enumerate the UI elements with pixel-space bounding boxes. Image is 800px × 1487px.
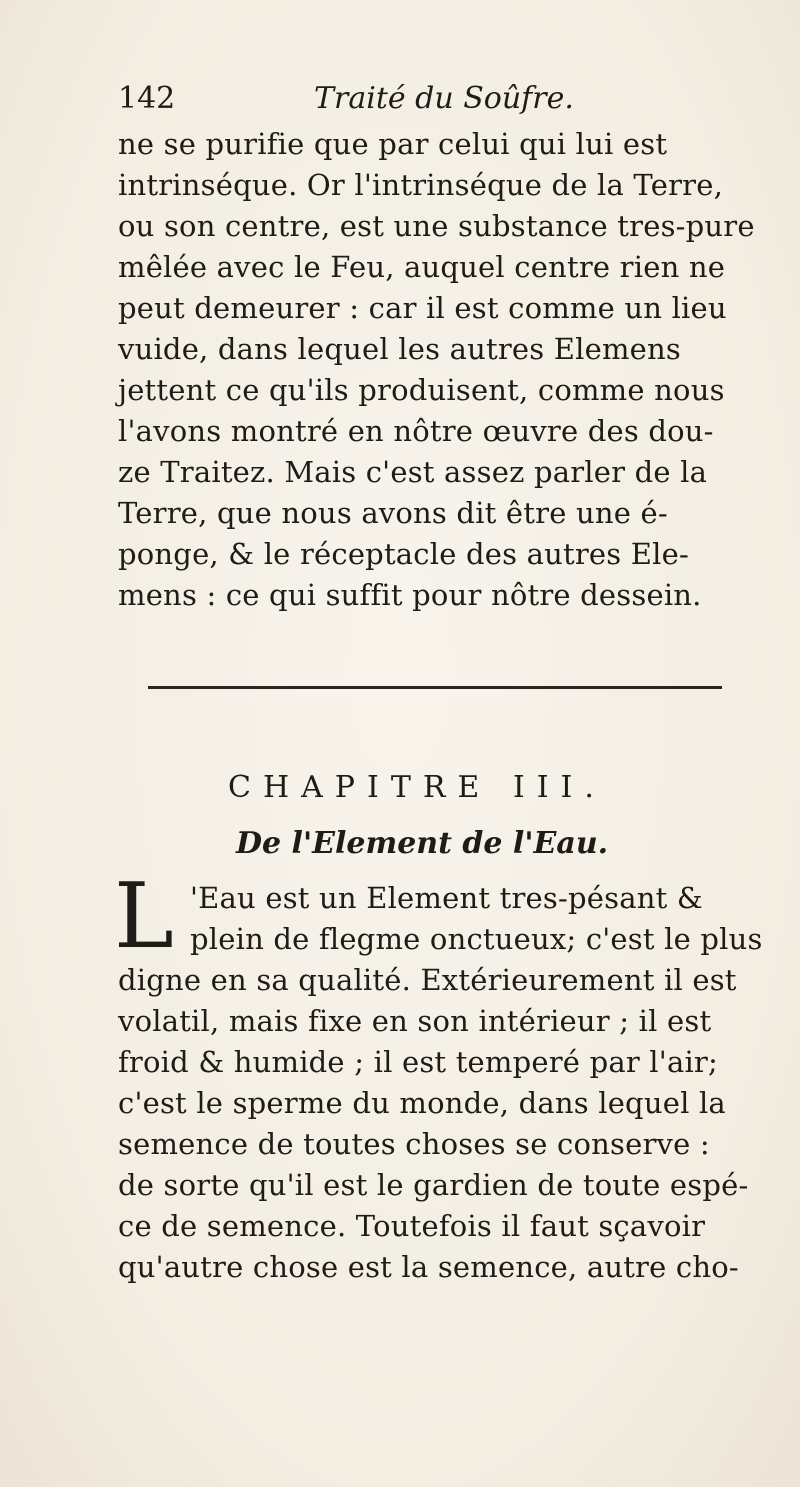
text-line: jettent ce qu'ils produisent, comme nous — [118, 373, 725, 407]
text-line: ne se purifie que par celui qui lui est — [118, 127, 668, 161]
text-line: ze Traitez. Mais c'est assez parler de la — [118, 455, 708, 489]
text-line: mêlée avec le Feu, auquel centre rien ne — [118, 250, 726, 284]
text-line: Terre, que nous avons dit être une é- — [118, 496, 668, 530]
text-line: de sorte qu'il est le gardien de toute espé- — [118, 1168, 749, 1202]
text-line: ponge, & le réceptacle des autres Ele- — [118, 537, 689, 571]
paragraph-2 — [118, 960, 798, 1288]
text-line: froid & humide ; il est temperé par l'air; — [118, 1045, 718, 1079]
text-line: semence de toutes choses se conserve : — [118, 1127, 710, 1161]
paragraph-2-opening — [190, 878, 790, 960]
running-title: Traité du Soûfre. — [314, 81, 574, 116]
text-line: qu'autre chose est la semence, autre cho- — [118, 1250, 739, 1284]
text-line: l'avons montré en nôtre œuvre des dou- — [118, 414, 714, 448]
text-line: peut demeurer : car il est comme un lieu — [118, 291, 727, 325]
text-line: c'est le sperme du monde, dans lequel la — [118, 1086, 726, 1120]
text-line: ou son centre, est une substance tres-pure — [118, 209, 755, 243]
text-line: digne en sa qualité. Extérieurement il est — [118, 963, 737, 997]
text-line: vuide, dans lequel les autres Elemens — [118, 332, 681, 366]
text-line: plein de flegme onctueux; c'est le plus — [190, 922, 763, 956]
chapter-heading: CHAPITRE III. — [228, 770, 606, 805]
text-line: ce de semence. Toutefois il faut sçavoir — [118, 1209, 706, 1243]
page-header — [118, 78, 718, 120]
text-line: 'Eau est un Element tres-pésant & — [190, 881, 703, 915]
text-line: mens : ce qui suffit pour nôtre dessein. — [118, 578, 702, 612]
text-line: intrinséque. Or l'intrinséque de la Terre, — [118, 168, 723, 202]
chapter-title: De l'Element de l'Eau. — [236, 826, 609, 861]
text-line: volatil, mais fixe en son intérieur ; il est — [118, 1004, 712, 1038]
drop-cap: L — [114, 864, 174, 969]
paragraph-1 — [118, 124, 798, 616]
page-number: 142 — [118, 81, 176, 116]
section-divider-rule — [148, 686, 722, 689]
